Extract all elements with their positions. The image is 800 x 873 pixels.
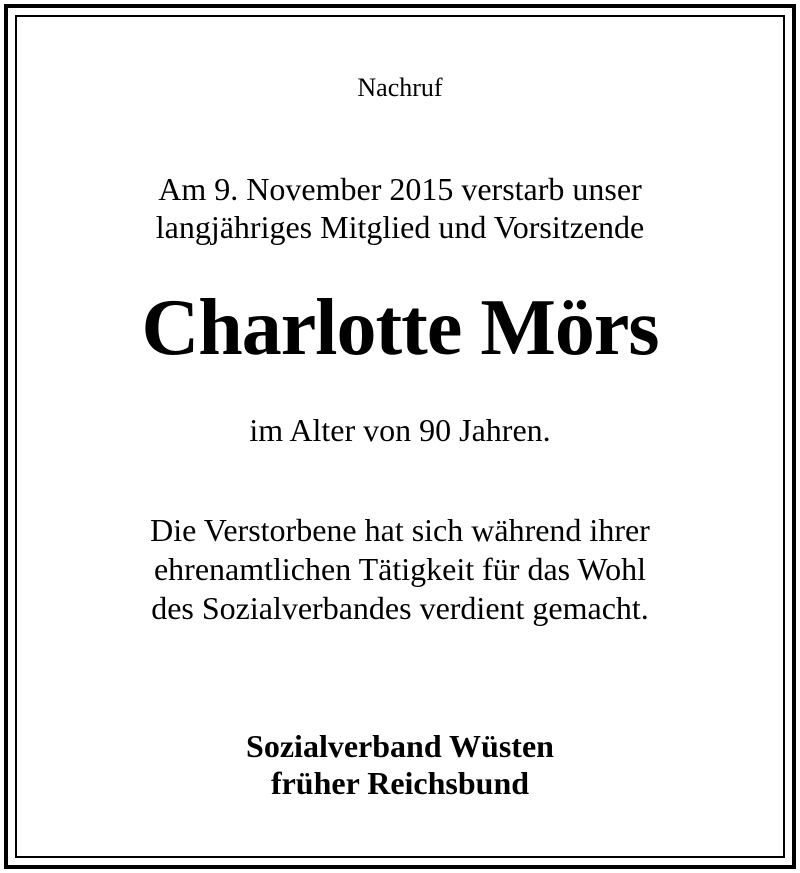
intro-line: langjähriges Mitglied und Vorsitzende	[155, 209, 645, 245]
age-line: im Alter von 90 Jahren.	[249, 412, 551, 448]
deceased-name: Charlotte Mörs	[141, 284, 659, 372]
organization-name: Sozialverband Wüsten	[246, 728, 554, 764]
notice-heading: Nachruf	[357, 73, 443, 102]
tribute-line: ehrenamtlichen Tätigkeit für das Wohl	[153, 551, 647, 587]
tribute-text	[0, 511, 800, 628]
organization-signature	[0, 728, 800, 802]
tribute-line: des Sozialverbandes verdient gemacht.	[151, 590, 649, 626]
intro-text	[0, 170, 800, 246]
intro-line: Am 9. November 2015 verstarb unser	[158, 171, 642, 207]
tribute-line: Die Verstorbene hat sich während ihrer	[150, 512, 650, 548]
organization-former-name: früher Reichsbund	[270, 765, 530, 801]
